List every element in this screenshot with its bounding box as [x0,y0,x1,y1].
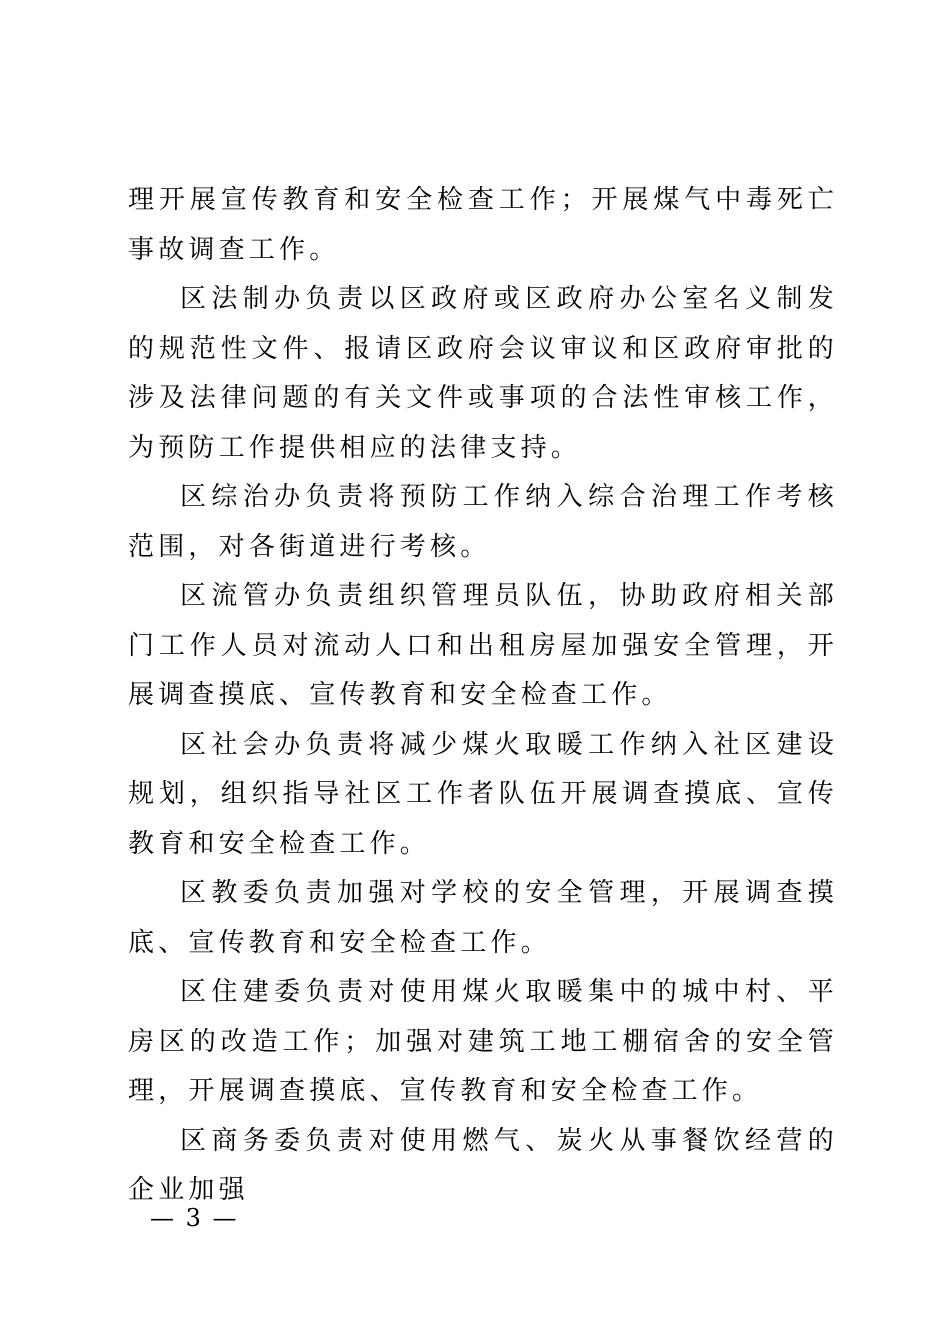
document-body [128,176,838,1216]
paragraph-housing-construction-commission: 区住建委负责对使用煤火取暖集中的城中村、平房区的改造工作；加强对建筑工地工棚宿舍的安全管理，开展调查摸底、宣传教育和安全检查工作。 [128,977,838,1106]
paragraph-education-commission: 区教委负责加强对学校的安全管理，开展调查摸底、宣传教育和安全检查工作。 [128,878,838,958]
paragraph-social-affairs-office: 区社会办负责将减少煤火取暖工作纳入社区建设规划，组织指导社区工作者队伍开展调查摸底、宣传教育和安全检查工作。 [128,729,838,859]
paragraph-continuation: 理开展宣传教育和安全检查工作；开展煤气中毒死亡事故调查工作。 [128,185,838,265]
paragraph-floating-population-office: 区流管办负责组织管理员队伍，协助政府相关部门工作人员对流动人口和出租房屋加强安全管理，开展调查摸底、宣传教育和安全检查工作。 [128,581,838,710]
page-number: — 3 — [150,1204,239,1232]
paragraph-comprehensive-governance-office: 区综治办负责将预防工作纳入综合治理工作考核范围，对各街道进行考核。 [128,482,838,562]
paragraph-commerce-commission: 区商务委负责对使用燃气、炭火从事餐饮经营的企业加强 [128,1125,838,1205]
paragraph-legal-office: 区法制办负责以区政府或区政府办公室名义制发的规范性文件、报请区政府会议审议和区政府审批的涉及法律问题的有关文件或事项的合法性审核工作，为预防工作提供相应的法律支持。 [128,284,838,463]
